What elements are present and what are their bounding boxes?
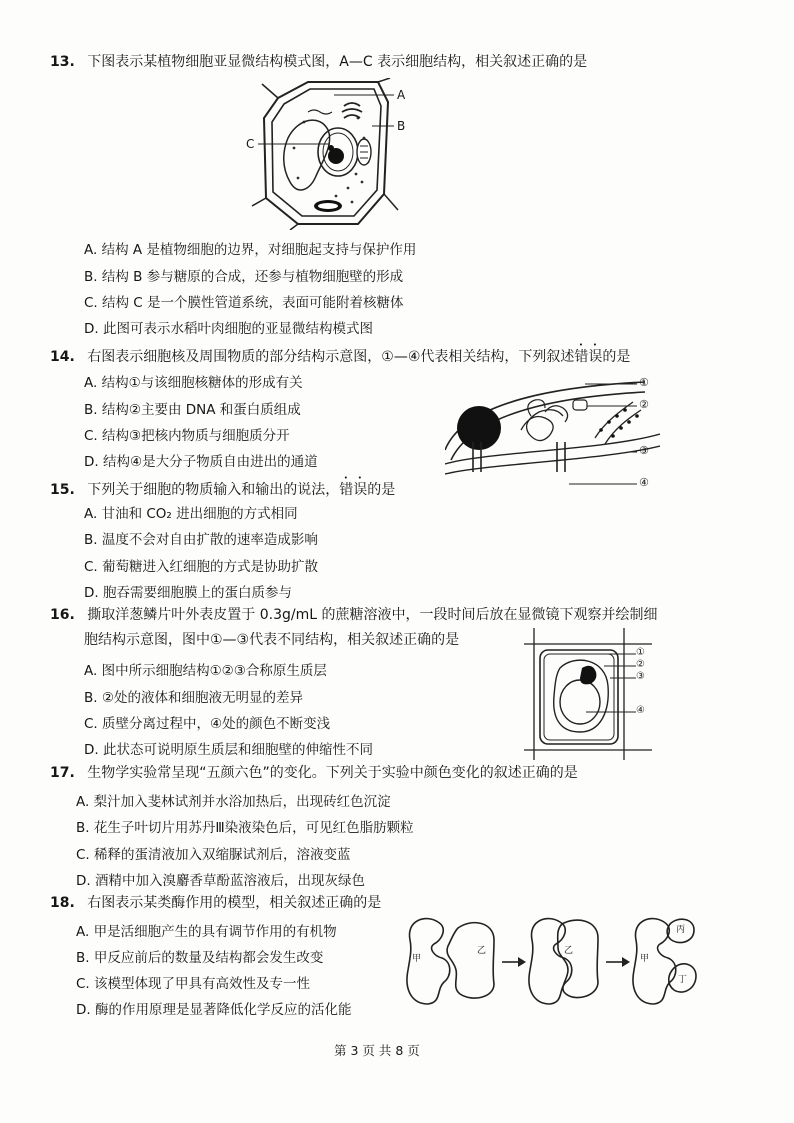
option-d: D. 结构④是大分子物质自由进出的通道	[84, 454, 318, 470]
option-d: D. 此图可表示水稻叶肉细胞的亚显微结构模式图	[84, 321, 373, 337]
question-stem: 下列关于细胞的物质输入和输出的说法，	[87, 482, 340, 498]
question-stem-end: 的是	[367, 482, 396, 498]
page-footer: 第 3 页 共 8 页	[334, 1043, 420, 1058]
emphasis-keyword: 错误	[339, 482, 368, 498]
option-d: D. 此状态可说明原生质层和细胞壁的伸缩性不同	[84, 742, 373, 758]
figure-label-1: ①	[636, 647, 645, 658]
question-stem: 右图表示某类酶作用的模型，相关叙述正确的是	[87, 895, 382, 911]
q17-stem-line	[50, 763, 578, 783]
protoplast	[554, 660, 609, 732]
figure-label-4: ④	[636, 705, 645, 716]
option-b: B. 温度不会对自由扩散的速率造成影响	[84, 532, 318, 548]
question-number: 14.	[50, 349, 75, 365]
question-number: 18.	[50, 895, 75, 911]
cell-wall	[540, 650, 618, 744]
option-a: A. 结构 A 是植物细胞的边界，对细胞起支持与保护作用	[84, 242, 417, 258]
question-stem: 下图表示某植物细胞亚显微结构模式图，A—C 表示细胞结构，相关叙述正确的是	[87, 54, 588, 70]
option-c: C. 该模型体现了甲具有高效性及专一性	[76, 976, 311, 992]
option-c: C. 结构③把核内物质与细胞质分开	[84, 428, 290, 444]
q14-stem-line	[50, 341, 630, 367]
emphasis-keyword: 错误	[574, 349, 603, 365]
question-number: 16.	[50, 607, 75, 623]
label-jia: 甲	[412, 954, 422, 964]
q16-stem-line-2: 胞结构示意图，图中①—③代表不同结构，相关叙述正确的是	[84, 632, 460, 648]
substrate-yi-bound	[558, 920, 598, 998]
label-ding: 丁	[678, 975, 688, 985]
q16-stem-line	[50, 605, 657, 625]
figure-label-a: A	[397, 88, 406, 102]
plasmolysis-cell-figure	[524, 628, 654, 760]
option-a: A. 甘油和 CO₂ 进出细胞的方式相同	[84, 506, 298, 522]
option-d: D. 酶的作用原理是显著降低化学反应的活化能	[76, 1002, 352, 1018]
option-b: B. 结构 B 参与糖原的合成，还参与植物细胞壁的形成	[84, 269, 404, 285]
option-d: D. 胞吞需要细胞膜上的蛋白质参与	[84, 585, 292, 601]
label-jia-3: 甲	[640, 954, 650, 964]
option-b: B. 花生子叶切片用苏丹Ⅲ染液染色后，可见红色脂肪颗粒	[76, 820, 414, 836]
option-a: A. 梨汁加入斐林试剂并水浴加热后，出现砖红色沉淀	[76, 794, 391, 810]
figure-label-1: ①	[639, 376, 649, 389]
option-d: D. 酒精中加入溴麝香草酚蓝溶液后，出现灰绿色	[76, 873, 365, 889]
nucleus-structure-figure	[445, 372, 660, 494]
golgi-apparatus	[342, 103, 362, 118]
figure-label-c: C	[246, 137, 255, 151]
endoplasmic-reticulum	[308, 110, 332, 114]
option-b: B. ②处的液体和细胞液无明显的差异	[84, 690, 303, 706]
option-c: C. 葡萄糖进入红细胞的方式是协助扩散	[84, 559, 319, 575]
q15-stem-line	[50, 474, 395, 500]
chromatin	[521, 410, 563, 441]
nucleolus	[457, 406, 501, 450]
enzyme-model-figure	[402, 910, 698, 1010]
question-number: 13.	[50, 54, 75, 70]
figure-label-4: ④	[639, 476, 649, 489]
nucleus	[580, 666, 596, 685]
question-number: 17.	[50, 765, 75, 781]
substrate-yi	[447, 923, 494, 998]
label-yi: 乙	[477, 946, 487, 956]
label-yi-bound: 乙	[564, 946, 574, 956]
option-b: B. 结构②主要由 DNA 和蛋白质组成	[84, 402, 301, 418]
figure-label-2: ②	[639, 398, 649, 411]
option-a: A. 甲是活细胞产生的具有调节作用的有机物	[76, 924, 337, 940]
question-stem: 右图表示细胞核及周围物质的部分结构示意图，①—④代表相关结构，下列叙述	[87, 349, 575, 365]
figure-label-3: ③	[639, 444, 649, 457]
option-a: A. 图中所示细胞结构①②③合称原生质层	[84, 663, 327, 679]
option-a: A. 结构①与该细胞核糖体的形成有关	[84, 375, 303, 391]
question-number: 15.	[50, 482, 75, 498]
option-b: B. 甲反应前后的数量及结构都会发生改变	[76, 950, 324, 966]
vacuole	[560, 680, 600, 724]
q18-stem-line	[50, 893, 381, 913]
option-c: C. 结构 C 是一个膜性管道系统，表面可能附着核糖体	[84, 295, 404, 311]
figure-label-2: ②	[636, 659, 645, 670]
option-c: C. 质壁分离过程中，④处的颜色不断变浅	[84, 716, 331, 732]
question-stem-end: 的是	[602, 349, 631, 365]
q13-stem-line	[50, 52, 587, 72]
question-stem: 生物学实验常呈现“五颜六色”的变化。下列关于实验中颜色变化的叙述正确的是	[87, 765, 578, 781]
figure-label-3: ③	[636, 671, 645, 682]
question-stem: 撕取洋葱鳞片叶外表皮置于 0.3g/mL 的蔗糖溶液中，一段时间后放在显微镜下观察并绘制细	[87, 607, 658, 623]
label-bing: 丙	[676, 925, 686, 935]
figure-label-b: B	[397, 119, 406, 133]
option-c: C. 稀释的蛋清液加入双缩脲试剂后，溶液变蓝	[76, 847, 351, 863]
